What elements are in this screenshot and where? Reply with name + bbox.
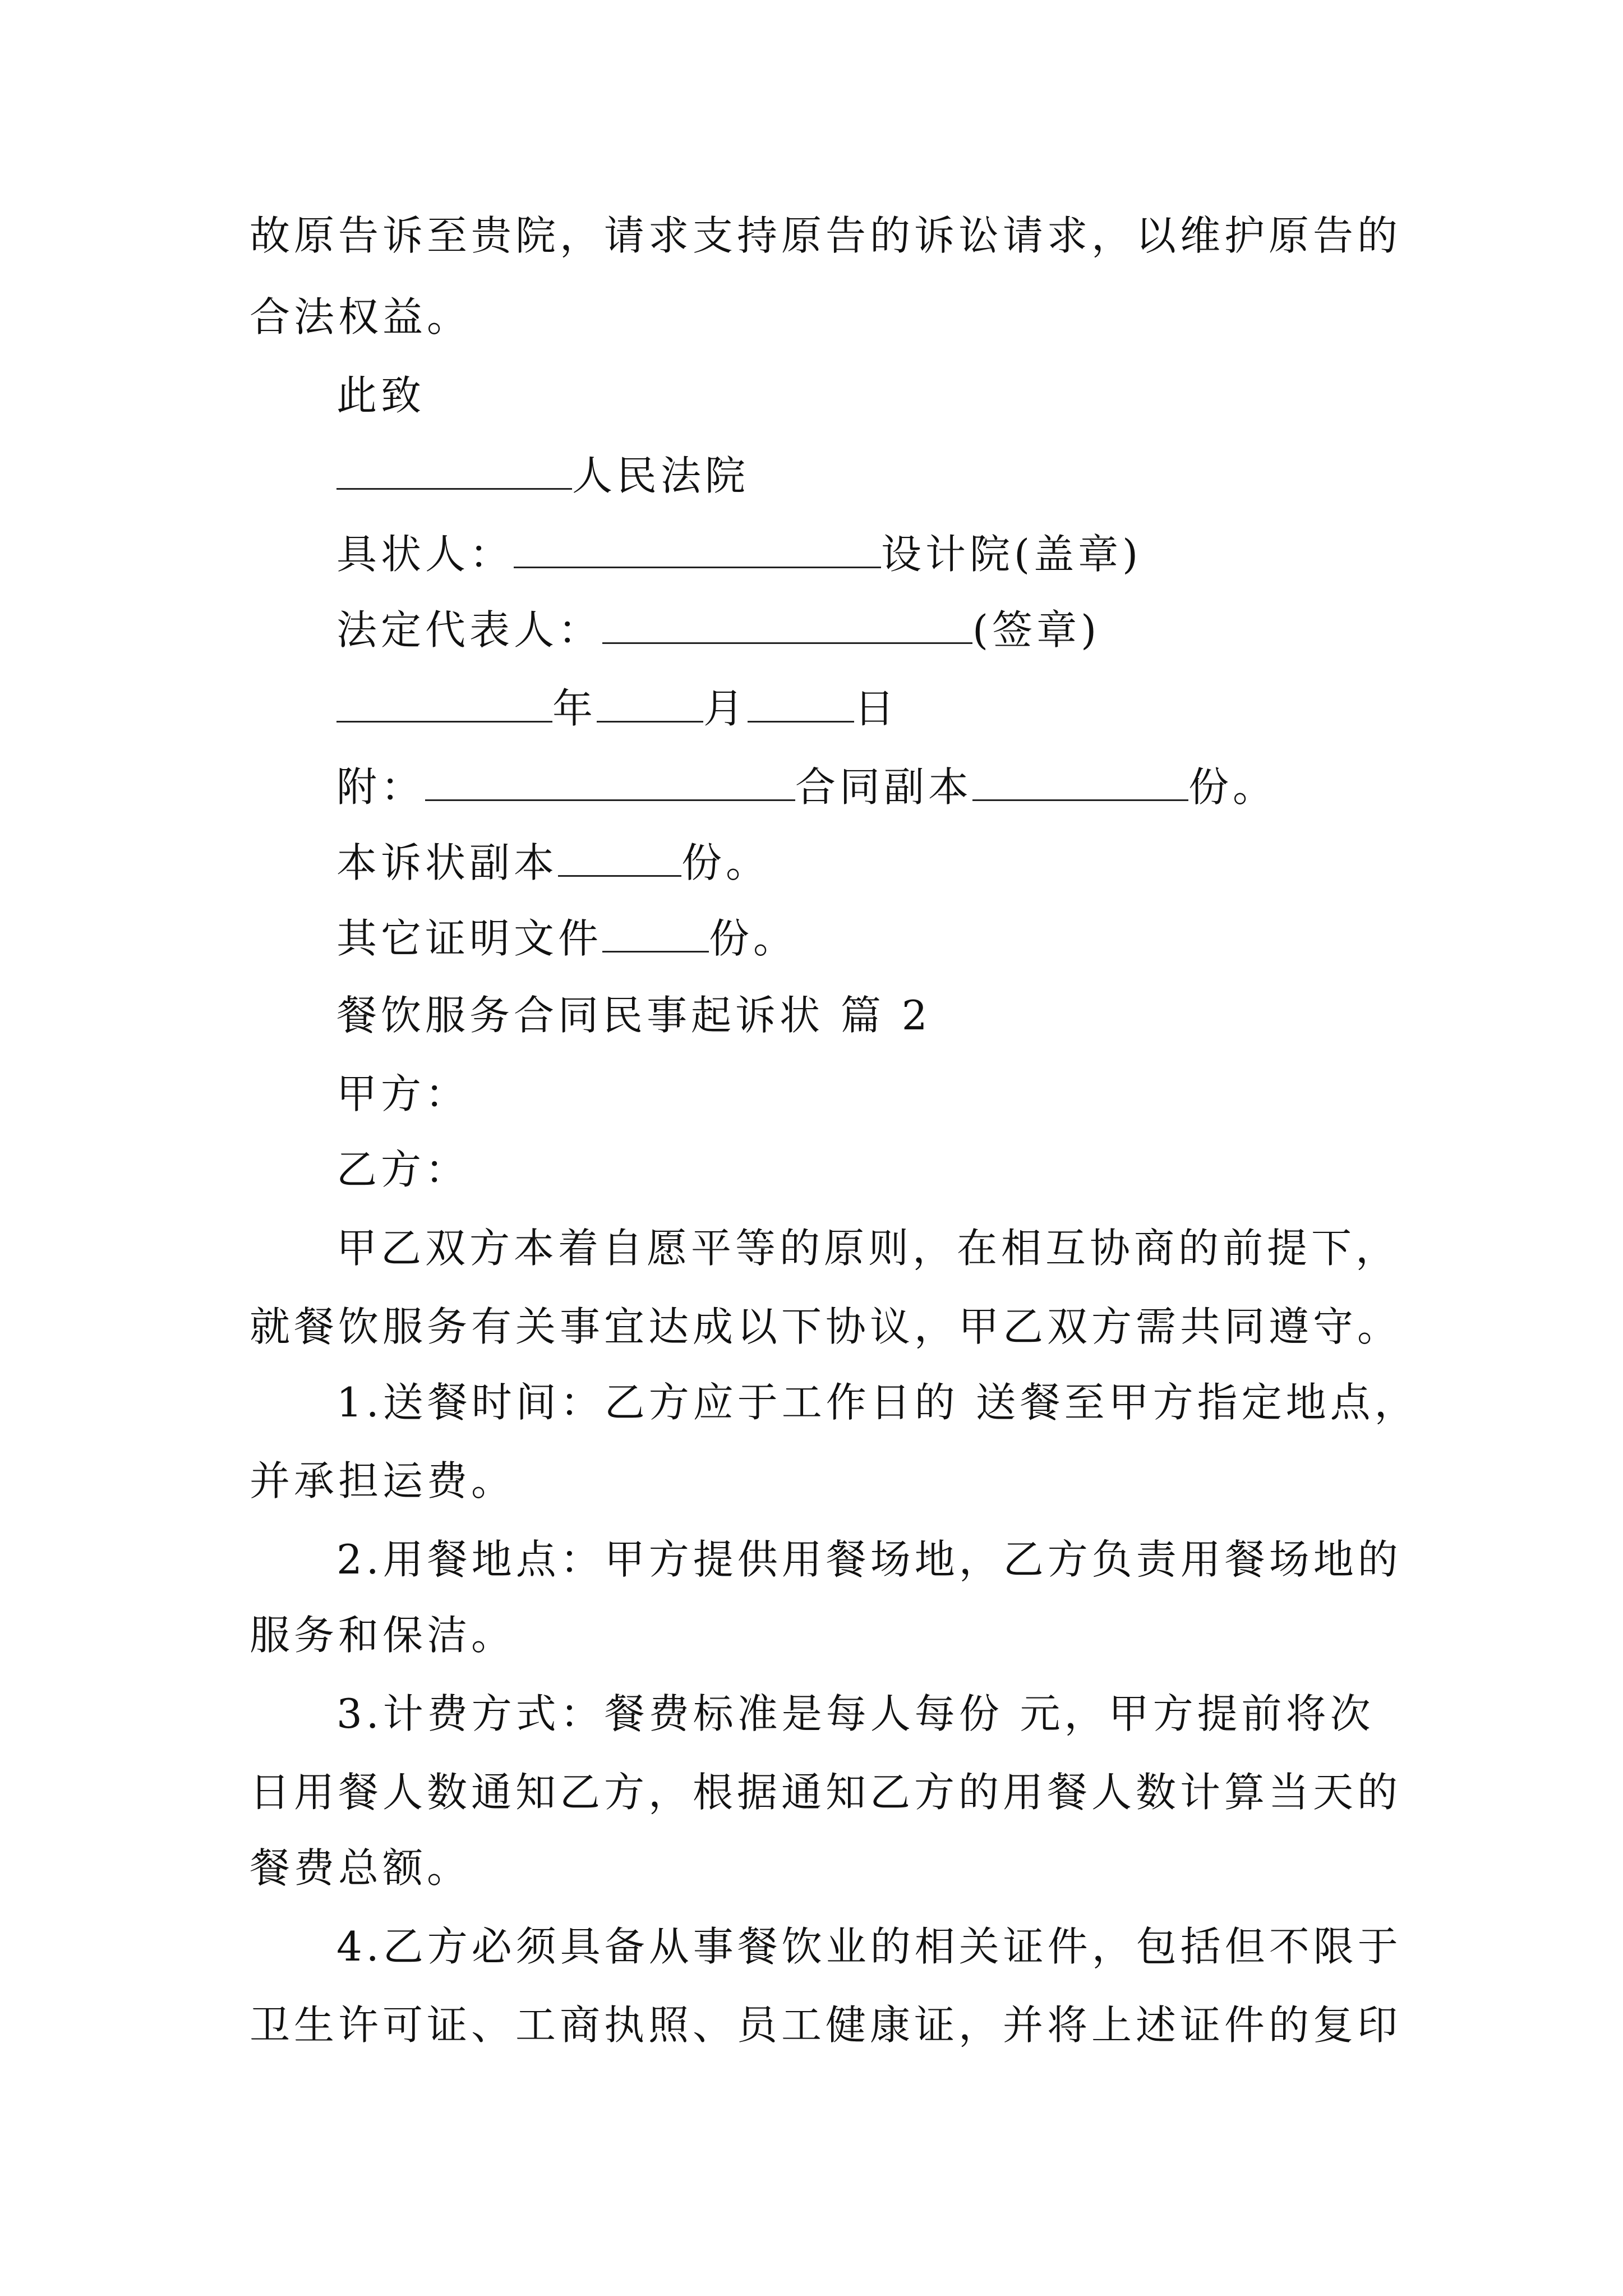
year-label: 年 bbox=[552, 685, 597, 732]
other-docs-blank bbox=[602, 912, 709, 953]
salutation: 此致 bbox=[336, 372, 426, 419]
court-line bbox=[336, 449, 749, 501]
representative-line bbox=[336, 603, 1100, 655]
paragraph-line: 就餐饮服务有关事宜达成以下协议，甲乙双方需共同遵守。 bbox=[250, 1303, 1402, 1350]
attachment-unit: 份。 bbox=[1188, 763, 1278, 811]
paragraph-line: 2.用餐地点：甲方提供用餐场地，乙方负责用餐场地的 bbox=[336, 1536, 1402, 1583]
copy-blank bbox=[558, 836, 681, 877]
section-title: 餐饮服务合同民事起诉状 篇 2 bbox=[336, 992, 932, 1039]
day-label: 日 bbox=[854, 685, 899, 732]
paragraph-line: 卫生许可证、工商执照、员工健康证，并将上述证件的复印 bbox=[250, 2001, 1402, 2049]
paragraph-line: 日用餐人数通知乙方，根据通知乙方的用餐人数计算当天的 bbox=[250, 1769, 1402, 1816]
paragraph-line: 故原告诉至贵院，请求支持原告的诉讼请求，以维护原告的 bbox=[250, 212, 1402, 259]
date-line bbox=[336, 682, 898, 734]
representative-blank bbox=[602, 603, 972, 644]
plaintiff-line bbox=[336, 527, 1142, 579]
day-blank bbox=[748, 682, 854, 723]
paragraph-line: 1.送餐时间：乙方应于工作日的 送餐至甲方指定地点， bbox=[336, 1379, 1419, 1426]
copy-label: 本诉状副本 bbox=[336, 839, 559, 886]
representative-label: 法定代表人： bbox=[336, 606, 603, 654]
court-suffix: 人民法院 bbox=[572, 452, 750, 499]
party-a: 甲方： bbox=[336, 1070, 470, 1117]
other-docs-unit: 份。 bbox=[709, 915, 798, 962]
paragraph-line: 合法权益。 bbox=[250, 293, 472, 341]
paragraph-line: 服务和保洁。 bbox=[250, 1612, 516, 1659]
plaintiff-suffix: 设计院(盖章) bbox=[881, 531, 1142, 578]
plaintiff-label: 具状人： bbox=[336, 531, 514, 578]
attachment-blank bbox=[425, 760, 795, 801]
attachment-line bbox=[336, 760, 1277, 812]
copy-line bbox=[336, 836, 770, 888]
paragraph-line: 并承担运费。 bbox=[250, 1457, 516, 1504]
year-blank bbox=[336, 682, 552, 723]
attachment-contract: 合同副本 bbox=[795, 763, 973, 811]
paragraph-line: 4.乙方必须具备从事餐饮业的相关证件，包括但不限于 bbox=[336, 1923, 1402, 1970]
attachment-count-blank bbox=[972, 760, 1188, 801]
other-docs-label: 其它证明文件 bbox=[336, 915, 603, 962]
paragraph-line: 甲乙双方本着自愿平等的原则，在相互协商的前提下， bbox=[336, 1225, 1400, 1272]
party-b: 乙方： bbox=[336, 1146, 470, 1193]
court-blank bbox=[336, 449, 572, 490]
paragraph-line: 餐费总额。 bbox=[250, 1844, 472, 1892]
representative-suffix: (签章) bbox=[972, 606, 1101, 654]
other-docs-line bbox=[336, 912, 797, 964]
month-blank bbox=[597, 682, 703, 723]
attachment-label: 附： bbox=[336, 763, 426, 811]
paragraph-line: 3.计费方式：餐费标准是每人每份 元，甲方提前将次 bbox=[336, 1690, 1375, 1737]
copy-unit: 份。 bbox=[681, 839, 771, 886]
month-label: 月 bbox=[703, 685, 748, 732]
plaintiff-blank bbox=[514, 527, 881, 568]
